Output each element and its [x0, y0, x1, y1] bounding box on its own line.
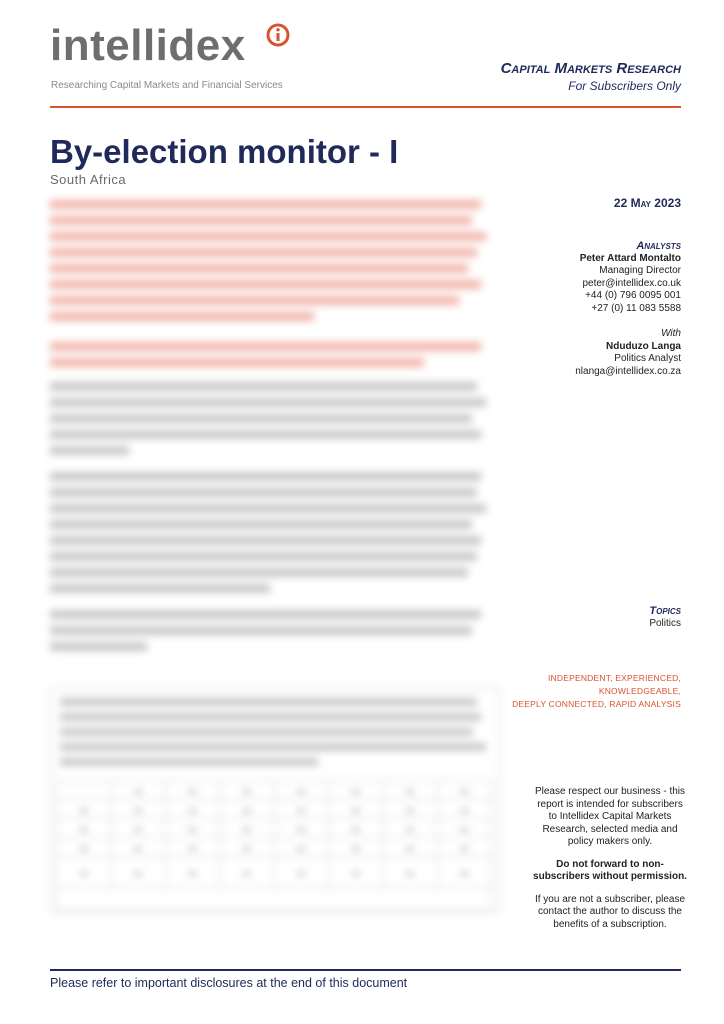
slogan-line: INDEPENDENT, EXPERIENCED, — [548, 673, 681, 683]
table-row: ▬ ▬ ▬ ▬ ▬ ▬ ▬ ▬ — [57, 800, 492, 819]
forecast-table — [56, 780, 492, 911]
analyst-role: Politics Analyst — [614, 353, 681, 364]
forecast-box-text — [60, 694, 490, 773]
analyst-email[interactable]: peter@intellidex.co.uk — [582, 277, 681, 289]
table-row: ▬ ▬ ▬ ▬ ▬ ▬ ▬ — [57, 781, 492, 800]
document-subtitle: South Africa — [50, 172, 127, 187]
document-title: By-election monitor - I — [50, 133, 399, 170]
analyst-name: Nduduzo Langa — [606, 340, 681, 352]
logo-tagline: Researching Capital Markets and Financial Services — [51, 80, 283, 91]
header-divider — [50, 106, 681, 108]
slogan-line: KNOWLEDGEABLE, — [598, 686, 681, 696]
analyst-role: Managing Director — [599, 265, 681, 276]
analysts-block — [575, 240, 681, 378]
logo-mark-icon — [266, 23, 290, 47]
topics-label: Topics — [649, 605, 681, 617]
table-row — [57, 888, 492, 911]
table-row: ▬ ▬ ▬ ▬ ▬ ▬ ▬ ▬ — [57, 838, 492, 857]
table-row: ▬ ▬ ▬ ▬ ▬ ▬ ▬ ▬ — [57, 857, 492, 888]
analyst-name: Peter Attard Montalto — [579, 252, 681, 264]
audience-label: For Subscribers Only — [568, 79, 681, 93]
notice-contact: If you are not a subscriber, please contact the author to discuss the benefits of a subscription. — [534, 893, 686, 930]
topics-value: Politics — [649, 617, 681, 629]
body-paragraph-2 — [50, 338, 490, 370]
body-paragraph-5 — [50, 606, 490, 654]
logo-wordmark: intellidex — [50, 21, 246, 70]
footer-divider — [50, 969, 681, 971]
body-paragraph-3 — [50, 378, 490, 458]
with-label: With — [661, 328, 681, 339]
analyst-phone: +44 (0) 796 0095 001 — [585, 290, 681, 301]
topics-block — [649, 605, 681, 630]
notice-warning: Do not forward to non-subscribers without permission. — [533, 858, 687, 882]
analysts-label: Analysts — [636, 240, 681, 252]
body-paragraph-1 — [50, 196, 490, 324]
body-paragraph-4 — [50, 468, 490, 598]
slogan — [512, 672, 681, 711]
notice-text: Please respect our business - this report is intended for subscribers to Intellidex Capital Markets Research, selected media and policy makers only. — [534, 786, 686, 847]
analyst-phone: +27 (0) 11 083 5588 — [591, 302, 681, 314]
publication-name: Capital Markets Research — [500, 60, 681, 77]
subscriber-notice — [532, 786, 688, 931]
report-date: 22 May 2023 — [613, 196, 681, 210]
table-row: ▬ ▬ ▬ ▬ ▬ ▬ ▬ ▬ — [57, 819, 492, 838]
slogan-line: DEEPLY CONNECTED, RAPID ANALYSIS — [512, 699, 681, 709]
analyst-email[interactable]: nlanga@intellidex.co.za — [575, 365, 681, 377]
disclosure-footer: Please refer to important disclosures at the end of this document — [50, 976, 408, 990]
